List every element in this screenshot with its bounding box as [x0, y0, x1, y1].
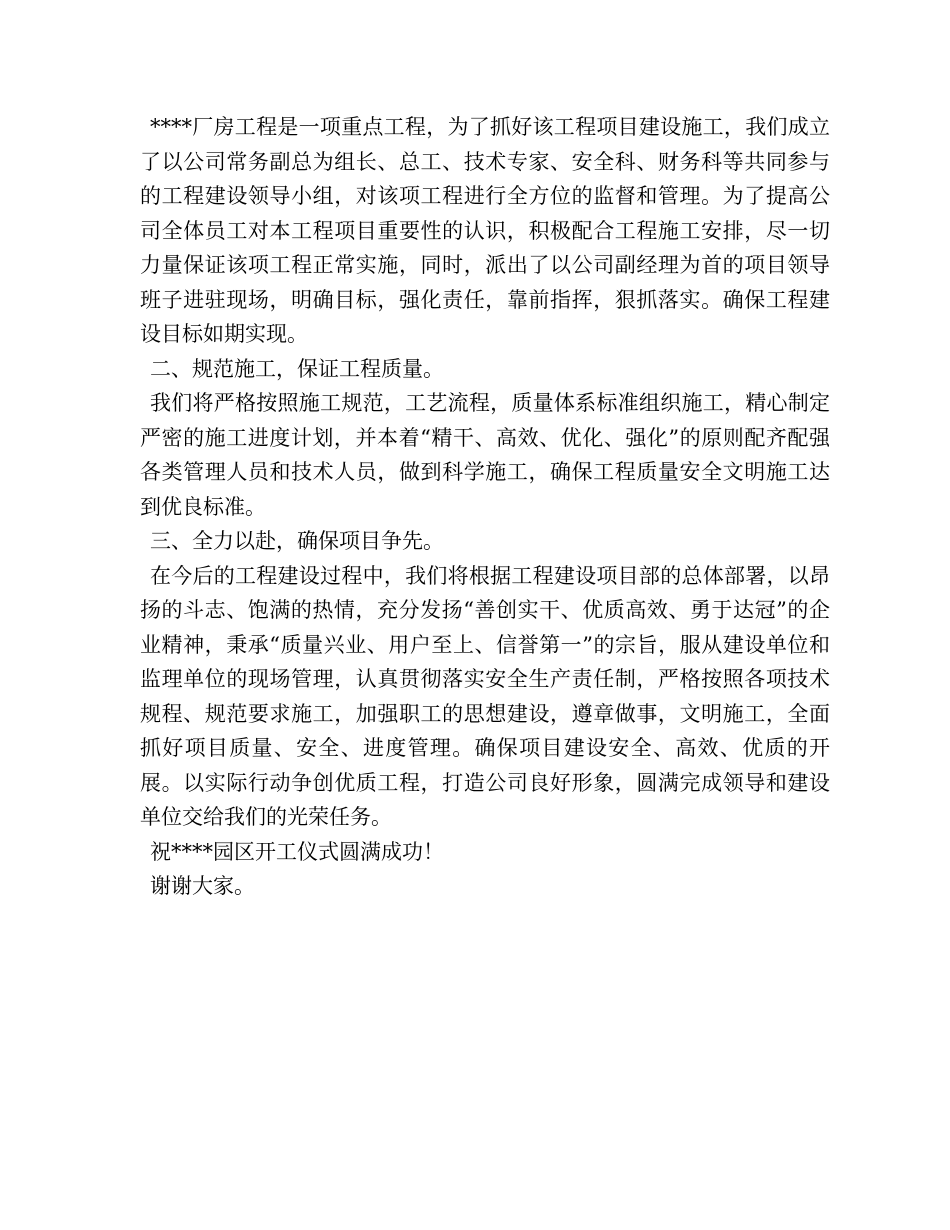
paragraph-future-commitment: 在今后的工程建设过程中，我们将根据工程建设项目部的总体部署，以昂扬的斗志、饱满的热情，充分发扬“善创实干、优质高效、勇于达冠”的企业精神，秉承“质量兴业、用户至上、信誉第一”的宗旨，服从建设单位和监理单位的现场管理，认真贯彻落实安全生产责任制，严格按照各项技术规程、规范要求施工，加强职工的思想建设，遵章做事，文明施工，全面抓好项目质量、安全、进度管理。确保项目建设安全、高效、优质的开展。以实际行动争创优质工程，打造公司良好形象，圆满完成领导和建设单位交给我们的光荣任务。	[140, 563, 830, 829]
section-heading-standardized-construction: 二、规范施工，保证工程质量。	[150, 356, 444, 381]
document-page	[140, 110, 830, 904]
section-heading-project-excellence: 三、全力以赴，确保项目争先。	[150, 529, 444, 553]
closing-wish: 祝****园区开工仪式圆满成功！	[150, 839, 444, 864]
paragraph-construction-standards: 我们将严格按照施工规范，工艺流程，质量体系标准组织施工，精心制定严密的施工进度计划，并本着“精干、高效、优化、强化”的原则配齐配强各类管理人员和技术人员，做到科学施工，确保工程质量安全文明施工达到优良标准。	[140, 391, 830, 519]
closing-thanks: 谢谢大家。	[150, 874, 255, 898]
paragraph-project-leadership: ****厂房工程是一项重点工程，为了抓好该工程项目建设施工，我们成立了以公司常务副总为组长、总工、技术专家、安全科、财务科等共同参与的工程建设领导小组，对该项工程进行全方位的监督和管理。为了提高公司全体员工对本工程项目重要性的认识，积极配合工程施工安排，尽一切力量保证该项工程正常实施，同时，派出了以公司副经理为首的项目领导班子进驻现场，明确目标，强化责任，靠前指挥，狠抓落实。确保工程建设目标如期实现。	[140, 115, 830, 346]
